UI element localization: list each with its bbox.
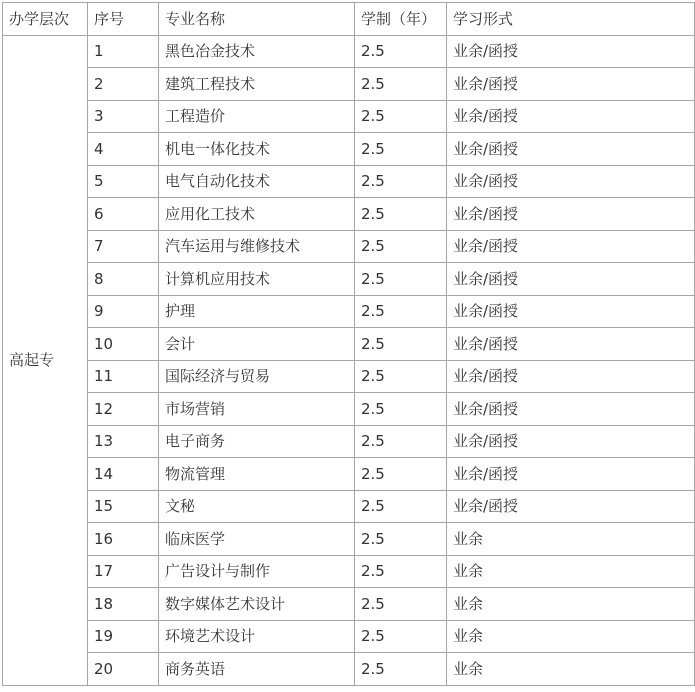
table-row (3, 360, 695, 393)
table-row (3, 458, 695, 491)
header-number: 序号 (88, 3, 159, 36)
duration: 2.5 (355, 588, 447, 621)
header-row (3, 3, 695, 36)
table-row (3, 588, 695, 621)
duration: 2.5 (355, 490, 447, 523)
duration: 2.5 (355, 198, 447, 231)
level-cell: 高起专 (3, 35, 88, 685)
major-name: 广告设计与制作 (159, 555, 355, 588)
major-name: 护理 (159, 295, 355, 328)
major-name: 黑色冶金技术 (159, 35, 355, 68)
duration: 2.5 (355, 230, 447, 263)
major-name: 环境艺术设计 (159, 620, 355, 653)
study-mode: 业余/函授 (447, 458, 695, 491)
duration: 2.5 (355, 133, 447, 166)
study-mode: 业余/函授 (447, 165, 695, 198)
duration: 2.5 (355, 393, 447, 426)
study-mode: 业余/函授 (447, 295, 695, 328)
row-number: 13 (88, 425, 159, 458)
duration: 2.5 (355, 458, 447, 491)
row-number: 1 (88, 35, 159, 68)
table-row (3, 133, 695, 166)
table-row (3, 230, 695, 263)
major-name: 市场营销 (159, 393, 355, 426)
study-mode: 业余/函授 (447, 425, 695, 458)
major-name: 商务英语 (159, 653, 355, 686)
row-number: 9 (88, 295, 159, 328)
major-name: 电气自动化技术 (159, 165, 355, 198)
study-mode: 业余/函授 (447, 68, 695, 101)
row-number: 10 (88, 328, 159, 361)
study-mode: 业余 (447, 653, 695, 686)
study-mode: 业余/函授 (447, 393, 695, 426)
duration: 2.5 (355, 555, 447, 588)
table-row (3, 653, 695, 686)
table-row (3, 100, 695, 133)
table-row (3, 523, 695, 556)
major-name: 文秘 (159, 490, 355, 523)
row-number: 7 (88, 230, 159, 263)
major-name: 物流管理 (159, 458, 355, 491)
table-body (3, 3, 695, 686)
table-row (3, 165, 695, 198)
duration: 2.5 (355, 68, 447, 101)
study-mode: 业余/函授 (447, 230, 695, 263)
header-major-name: 专业名称 (159, 3, 355, 36)
duration: 2.5 (355, 523, 447, 556)
major-name: 汽车运用与维修技术 (159, 230, 355, 263)
row-number: 3 (88, 100, 159, 133)
duration: 2.5 (355, 425, 447, 458)
duration: 2.5 (355, 295, 447, 328)
table-row (3, 295, 695, 328)
major-name: 计算机应用技术 (159, 263, 355, 296)
table-row (3, 555, 695, 588)
row-number: 17 (88, 555, 159, 588)
table-row (3, 393, 695, 426)
row-number: 6 (88, 198, 159, 231)
major-name: 应用化工技术 (159, 198, 355, 231)
study-mode: 业余/函授 (447, 35, 695, 68)
major-name: 国际经济与贸易 (159, 360, 355, 393)
row-number: 5 (88, 165, 159, 198)
table-row (3, 425, 695, 458)
duration: 2.5 (355, 328, 447, 361)
study-mode: 业余 (447, 588, 695, 621)
header-study-mode: 学习形式 (447, 3, 695, 36)
major-name: 数字媒体艺术设计 (159, 588, 355, 621)
study-mode: 业余/函授 (447, 100, 695, 133)
row-number: 20 (88, 653, 159, 686)
row-number: 14 (88, 458, 159, 491)
duration: 2.5 (355, 165, 447, 198)
study-mode: 业余/函授 (447, 360, 695, 393)
row-number: 15 (88, 490, 159, 523)
row-number: 8 (88, 263, 159, 296)
row-number: 4 (88, 133, 159, 166)
row-number: 19 (88, 620, 159, 653)
header-level: 办学层次 (3, 3, 88, 36)
duration: 2.5 (355, 620, 447, 653)
duration: 2.5 (355, 100, 447, 133)
major-name: 临床医学 (159, 523, 355, 556)
row-number: 18 (88, 588, 159, 621)
duration: 2.5 (355, 360, 447, 393)
study-mode: 业余 (447, 555, 695, 588)
study-mode: 业余/函授 (447, 133, 695, 166)
row-number: 11 (88, 360, 159, 393)
duration: 2.5 (355, 35, 447, 68)
major-name: 会计 (159, 328, 355, 361)
study-mode: 业余/函授 (447, 263, 695, 296)
study-mode: 业余/函授 (447, 490, 695, 523)
duration: 2.5 (355, 263, 447, 296)
program-table (2, 2, 695, 686)
major-name: 机电一体化技术 (159, 133, 355, 166)
row-number: 2 (88, 68, 159, 101)
table-row (3, 620, 695, 653)
major-name: 工程造价 (159, 100, 355, 133)
table-row (3, 328, 695, 361)
study-mode: 业余 (447, 523, 695, 556)
table-row (3, 263, 695, 296)
study-mode: 业余/函授 (447, 198, 695, 231)
table-row (3, 198, 695, 231)
duration: 2.5 (355, 653, 447, 686)
major-name: 建筑工程技术 (159, 68, 355, 101)
table-row (3, 490, 695, 523)
table-row (3, 68, 695, 101)
table-row (3, 35, 695, 68)
major-name: 电子商务 (159, 425, 355, 458)
header-duration: 学制（年） (355, 3, 447, 36)
row-number: 16 (88, 523, 159, 556)
row-number: 12 (88, 393, 159, 426)
study-mode: 业余/函授 (447, 328, 695, 361)
study-mode: 业余 (447, 620, 695, 653)
